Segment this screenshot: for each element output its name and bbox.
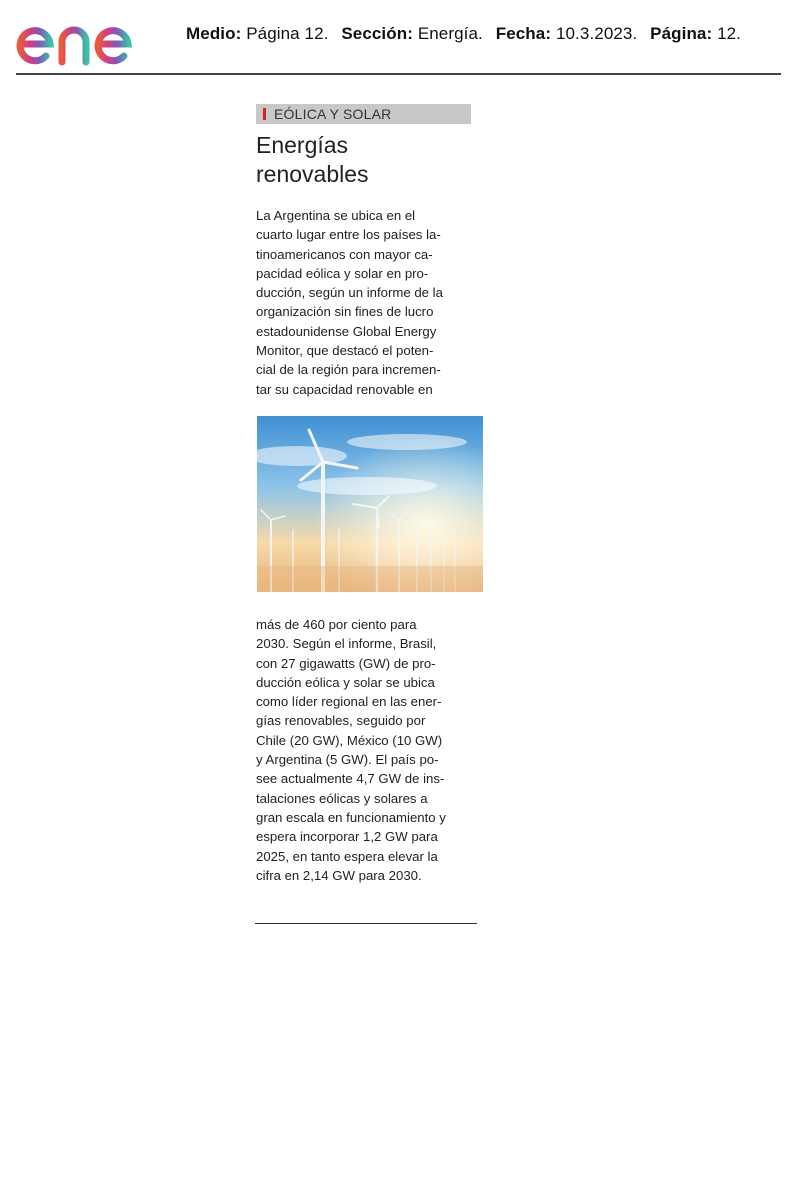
article-end-divider	[255, 923, 477, 924]
article-title-line2: renovables	[256, 161, 369, 187]
article-title-line1: Energías	[256, 132, 349, 158]
article-paragraph-1: La Argentina se ubica en el cuarto lugar entre los países la- tinoamericanos con mayor ca- pacidad eólica y solar en pro- ducción, según un informe de la organización sin fines de lucro estadounidense Global Energy Monitor, que destacó el poten- cial de la región para incremen- tar su capacidad renovable en	[256, 208, 443, 397]
seccion-label: Sección:	[341, 24, 413, 43]
pagina-value: 12.	[717, 24, 742, 43]
article-title	[256, 131, 486, 189]
section-tag	[256, 104, 471, 124]
header-metadata	[186, 24, 741, 44]
section-tag-marker	[263, 108, 266, 120]
header-divider	[16, 73, 781, 75]
seccion-value: Energía.	[417, 24, 483, 43]
wind-turbines-photo	[257, 416, 483, 592]
enel-logo	[16, 14, 170, 68]
pagina-label: Página:	[650, 24, 713, 43]
medio-label: Medio:	[186, 24, 242, 43]
fecha-value: 10.3.2023.	[555, 24, 638, 43]
medio-value: Página 12.	[246, 24, 329, 43]
fecha-label: Fecha:	[495, 24, 552, 43]
article-paragraph-2: más de 460 por ciento para 2030. Según el informe, Brasil, con 27 gigawatts (GW) de pro- ducción eólica y solar se ubica como líder regional en las ener- gías renovables, seguido por Chile (20 GW), México (10 GW) y Argentina (5 GW). El país po- see actualmente 4,7 GW de ins- talaciones eólicas y solares a gran escala en funcionamiento y espera incorporar 1,2 GW para 2025, en tanto espera elevar la cifra en 2,14 GW para 2030.	[256, 617, 446, 883]
section-tag-label: EÓLICA Y SOLAR	[274, 106, 392, 122]
